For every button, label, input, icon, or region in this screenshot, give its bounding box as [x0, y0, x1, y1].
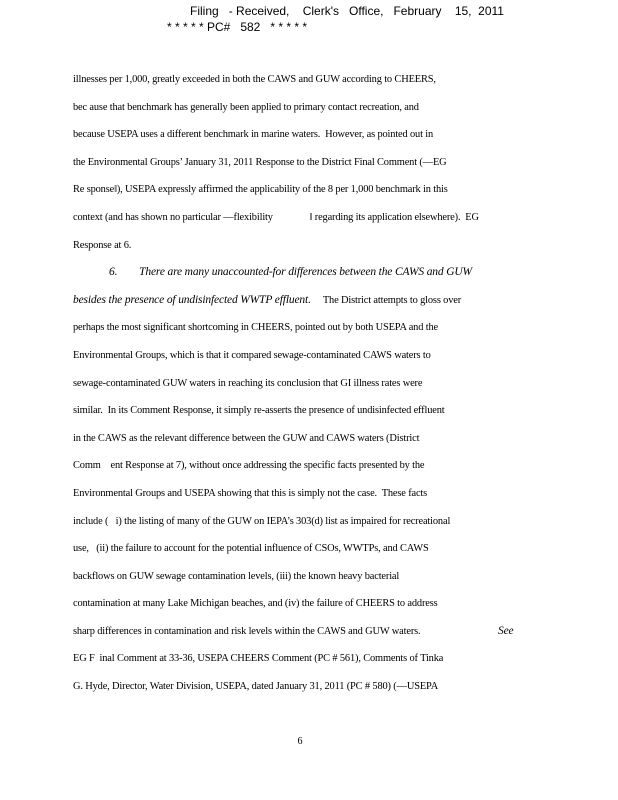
text-line: illnesses per 1,000, greatly exceeded in both the CAWS and GUW according to CHEERS, [73, 74, 436, 85]
pc-number-header: * * * * * PC# 582 * * * * * [166, 20, 308, 34]
section-heading-continuation: besides the presence of undisinfected WWTP effluent. [73, 293, 311, 306]
text-line: context (and has shown no particular ―flexibility ‖ regarding its application elsewhere). EG [73, 211, 479, 223]
text-line-rest: The District attempts to gloss over [310, 294, 462, 306]
text-line: because USEPA uses a different benchmark in marine waters. However, as pointed out in [73, 129, 434, 141]
text-line: G. Hyde, Director, Water Division, USEPA, dated January 31, 2011 (PC # 580) (―USEPA [73, 681, 439, 693]
text-line: Environmental Groups and USEPA showing that this is simply not the case. These facts [73, 487, 428, 499]
text-line: Response at 6. [73, 239, 132, 251]
text-line: perhaps the most significant shortcoming in CHEERS, pointed out by both USEPA and the [73, 322, 438, 334]
text-line-main: sharp differences in contamination and risk levels within the CAWS and GUW waters. [73, 625, 421, 637]
text-line: backflows on GUW sewage contamination levels, (iii) the known heavy bacterial [73, 570, 400, 582]
text-line: similar. In its Comment Response, it simply re-asserts the presence of undisinfected effluent [73, 405, 445, 417]
text-line: use, (ii) the failure to account for the potential influence of CSOs, WWTPs, and CAWS [73, 543, 429, 555]
text-line: include ( i) the listing of many of the GUW on IEPA’s 303(d) list as impaired for recreational [73, 515, 451, 527]
text-line [73, 618, 543, 646]
text-line: sewage-contaminated GUW waters in reaching its conclusion that GI illness rates were [73, 377, 423, 389]
text-line: Environmental Groups, which is that it compared sewage-contaminated CAWS waters to [73, 349, 431, 361]
section-heading-line: 6. There are many unaccounted-for differences between the CAWS and GUW [109, 266, 472, 279]
text-line: contamination at many Lake Michigan beaches, and (iv) the failure of CHEERS to address [73, 598, 438, 610]
text-line: in the CAWS as the relevant difference between the GUW and CAWS waters (District [73, 432, 420, 444]
see-signal: See [498, 624, 514, 637]
text-line: the Environmental Groups’ January 31, 2011 Response to the District Final Comment (―EG [73, 156, 447, 168]
text-line: Comm ent Response at 7), without once addressing the specific facts presented by the [73, 460, 425, 472]
text-line [73, 287, 543, 315]
page-number: 6 [297, 736, 303, 747]
text-line: Re sponse‖), USEPA expressly affirmed the applicability of the 8 per 1,000 benchmark in this [73, 184, 448, 196]
text-line: EG F inal Comment at 33-36, USEPA CHEERS Comment (PC # 561), Comments of Tinka [73, 653, 444, 665]
text-line: bec ause that benchmark has generally been applied to primary contact recreation, and [73, 101, 419, 113]
filing-header: Filing - Received, Clerk's Office, February 15, 2011 [190, 4, 504, 18]
document-body [73, 66, 543, 701]
